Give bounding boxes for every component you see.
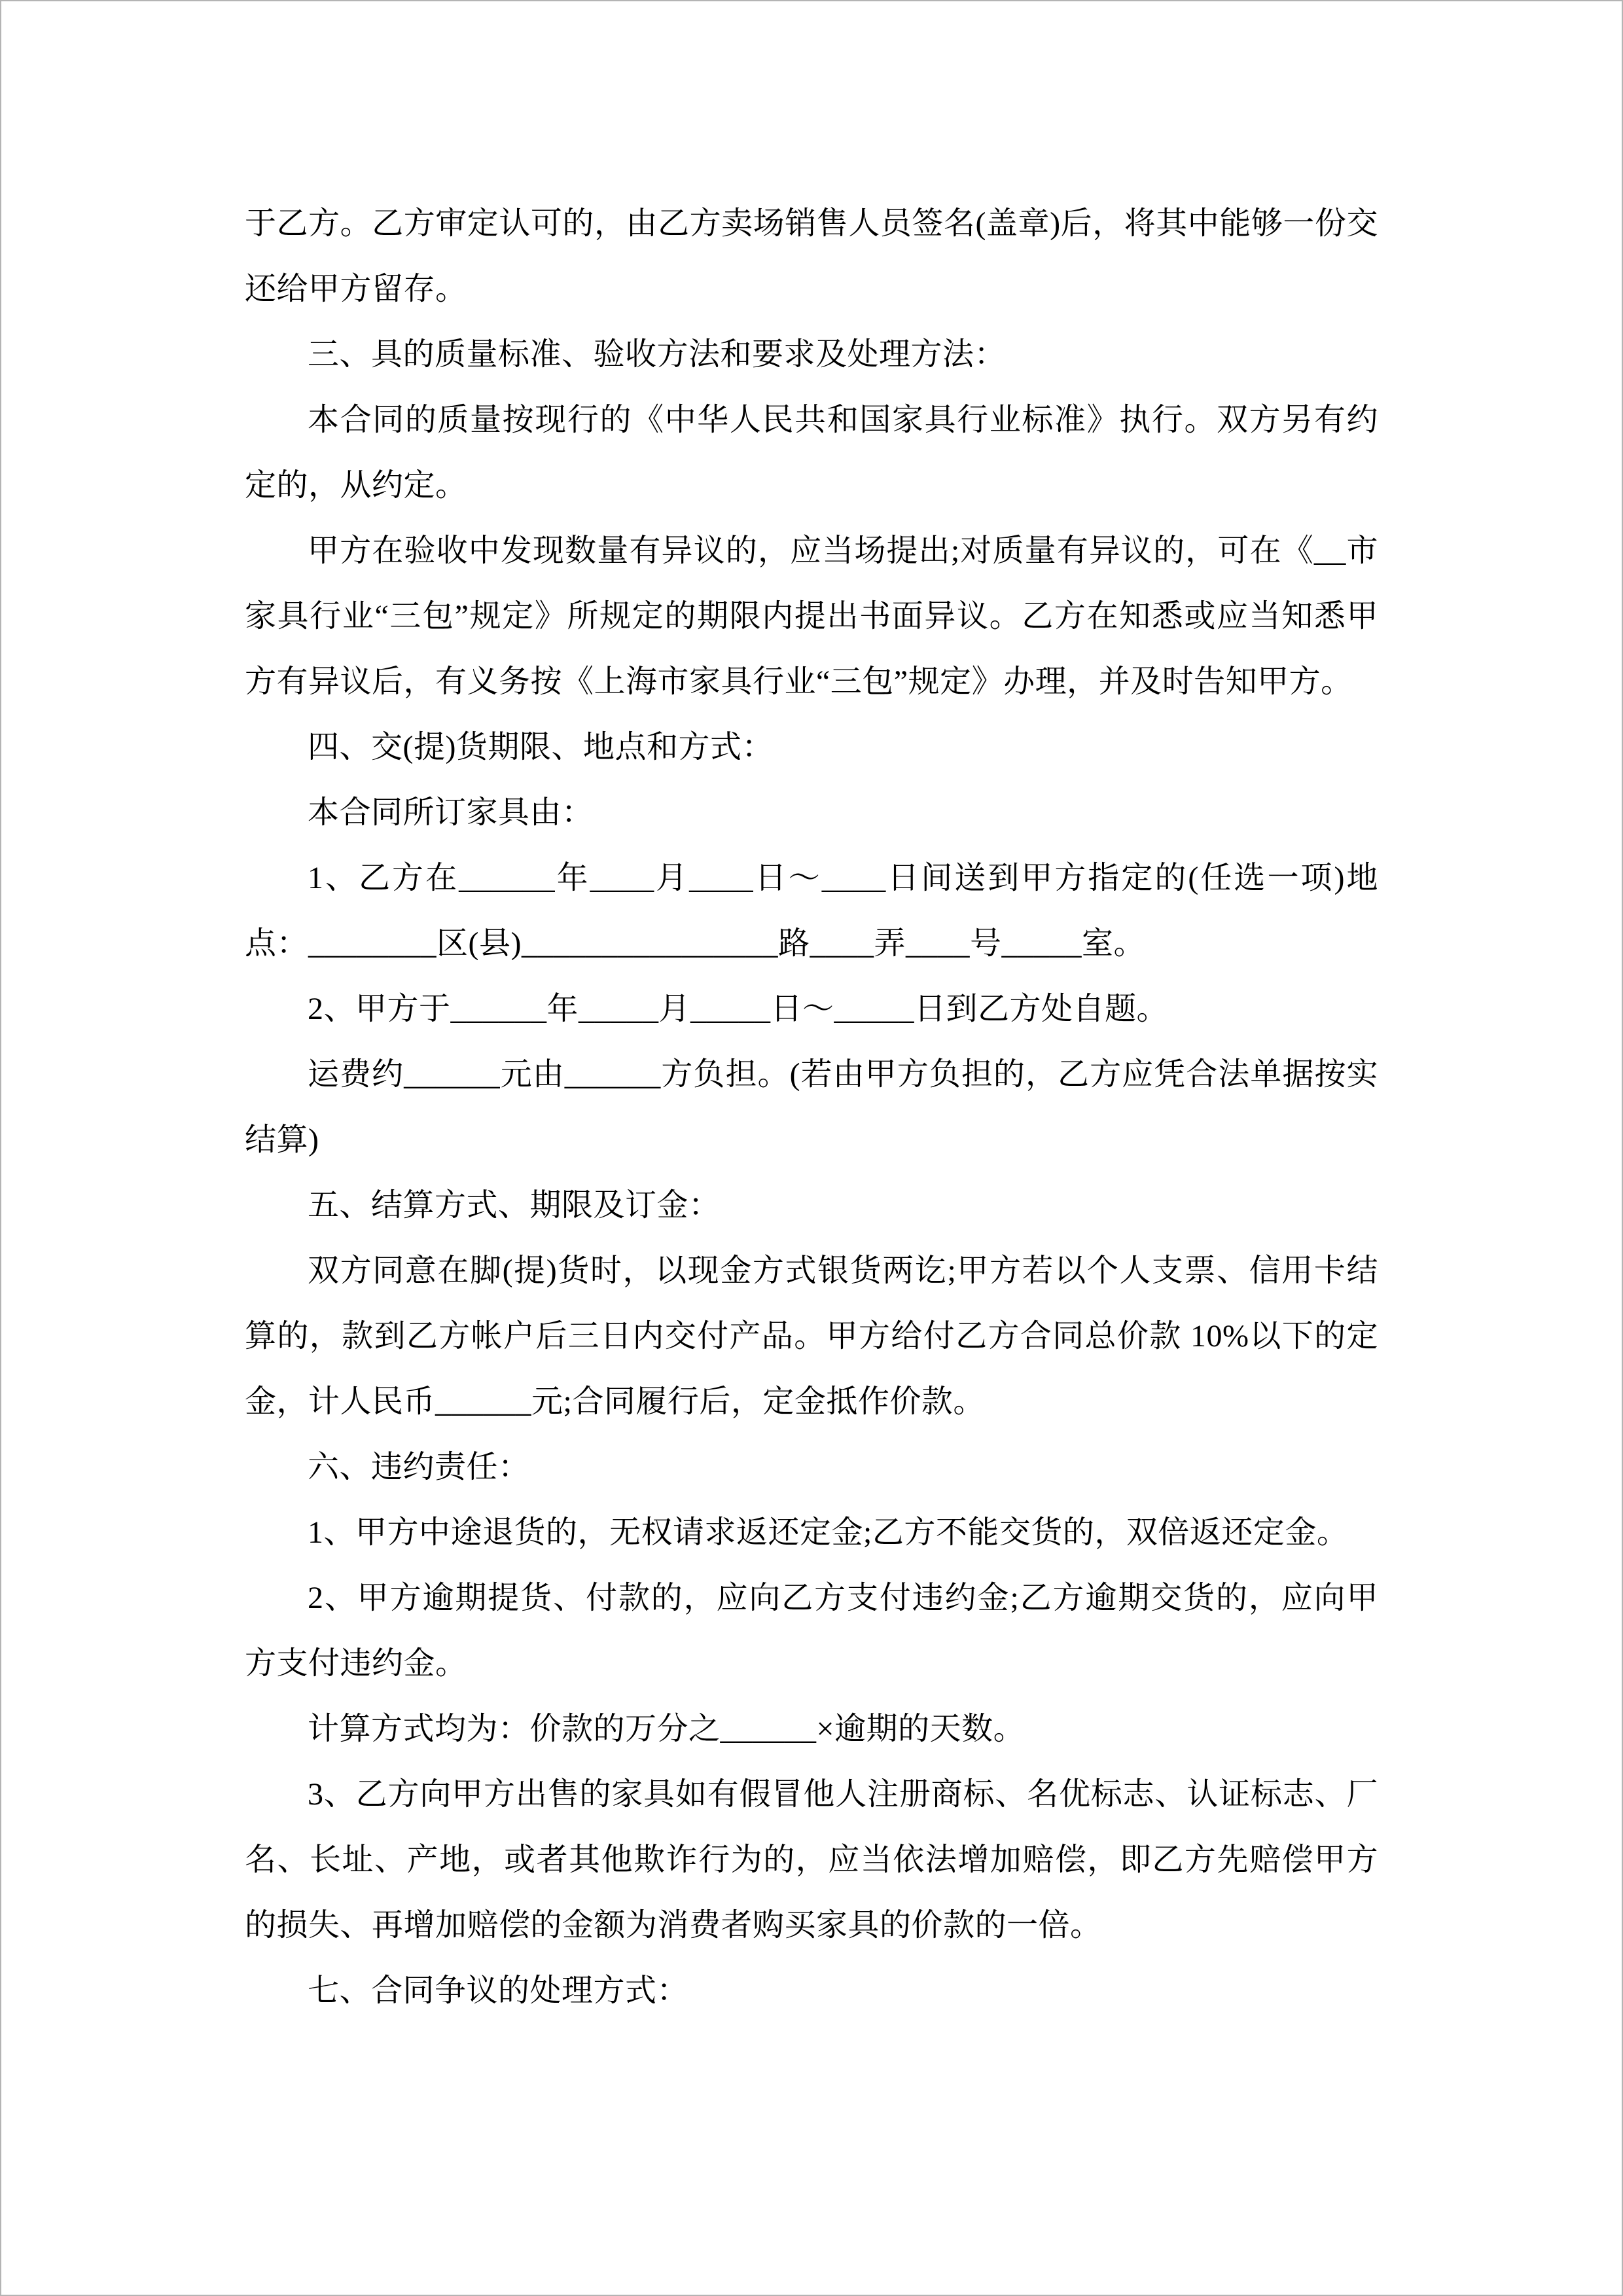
paragraph-blank-form-line: 2、甲方于______年_____月_____日～_____日到乙方处自题。 [308,992,1169,1026]
paragraph: 3、乙方向甲方出售的家具如有假冒他人注册商标、名优标志、认证标志、厂名、长址、产地，或者其他欺诈行为的，应当依法增加赔偿，即乙方先赔偿甲方的损失、再增加赔偿的金额为消费者购买家具的价款的一倍。 [245,1777,1378,1943]
paragraph-section-heading: 五、结算方式、期限及订金： [308,1188,721,1223]
paragraph: 双方同意在脚(提)货时，以现金方式银货两讫;甲方若以个人支票、信用卡结算的，款到乙方帐户后三日内交付产品。甲方给付乙方合同总价款 10%以下的定金，计人民币______元;合同履行后，定金抵作价款。 [245,1253,1378,1419]
paragraph-section-heading: 三、具的质量标准、验收方法和要求及处理方法： [308,337,1007,372]
paragraph-section-heading: 六、违约责任： [308,1450,530,1484]
paragraph: 甲方在验收中发现数量有异议的，应当场提出;对质量有异议的，可在《__市家具行业“三包”规定》所规定的期限内提出书面异议。乙方在知悉或应当知悉甲方有异议后，有义务按《上海市家具行业“三包”规定》办理，并及时告知甲方。 [245,533,1378,699]
paragraph: 本合同所订家具由： [308,795,594,830]
paragraph-blank-form-line: 1、乙方在______年____月____日～____日间送到甲方指定的(任选一项)地点：________区(县)________________路____弄____号_____室。 [245,861,1378,961]
paragraph: 1、甲方中途退货的，无权请求返还定金;乙方不能交货的，双倍返还定金。 [308,1515,1349,1550]
paragraph-section-heading: 七、合同争议的处理方式： [308,1973,689,2008]
paragraph-blank-form-line: 运费约______元由______方负担。(若由甲方负担的，乙方应凭合法单据按实结算) [245,1057,1378,1157]
paragraph: 2、甲方逾期提货、付款的，应向乙方支付违约金;乙方逾期交货的，应向甲方支付违约金。 [245,1581,1378,1681]
paragraph-blank-form-line: 计算方式均为：价款的万分之______×逾期的天数。 [308,1712,1026,1746]
paragraph: 于乙方。乙方审定认可的，由乙方卖场销售人员签名(盖章)后，将其中能够一份交还给甲方留存。 [245,206,1378,306]
paragraph: 本合同的质量按现行的《中华人民共和国家具行业标准》执行。双方另有约定的，从约定。 [245,403,1378,503]
paragraph-section-heading: 四、交(提)货期限、地点和方式： [308,730,774,764]
